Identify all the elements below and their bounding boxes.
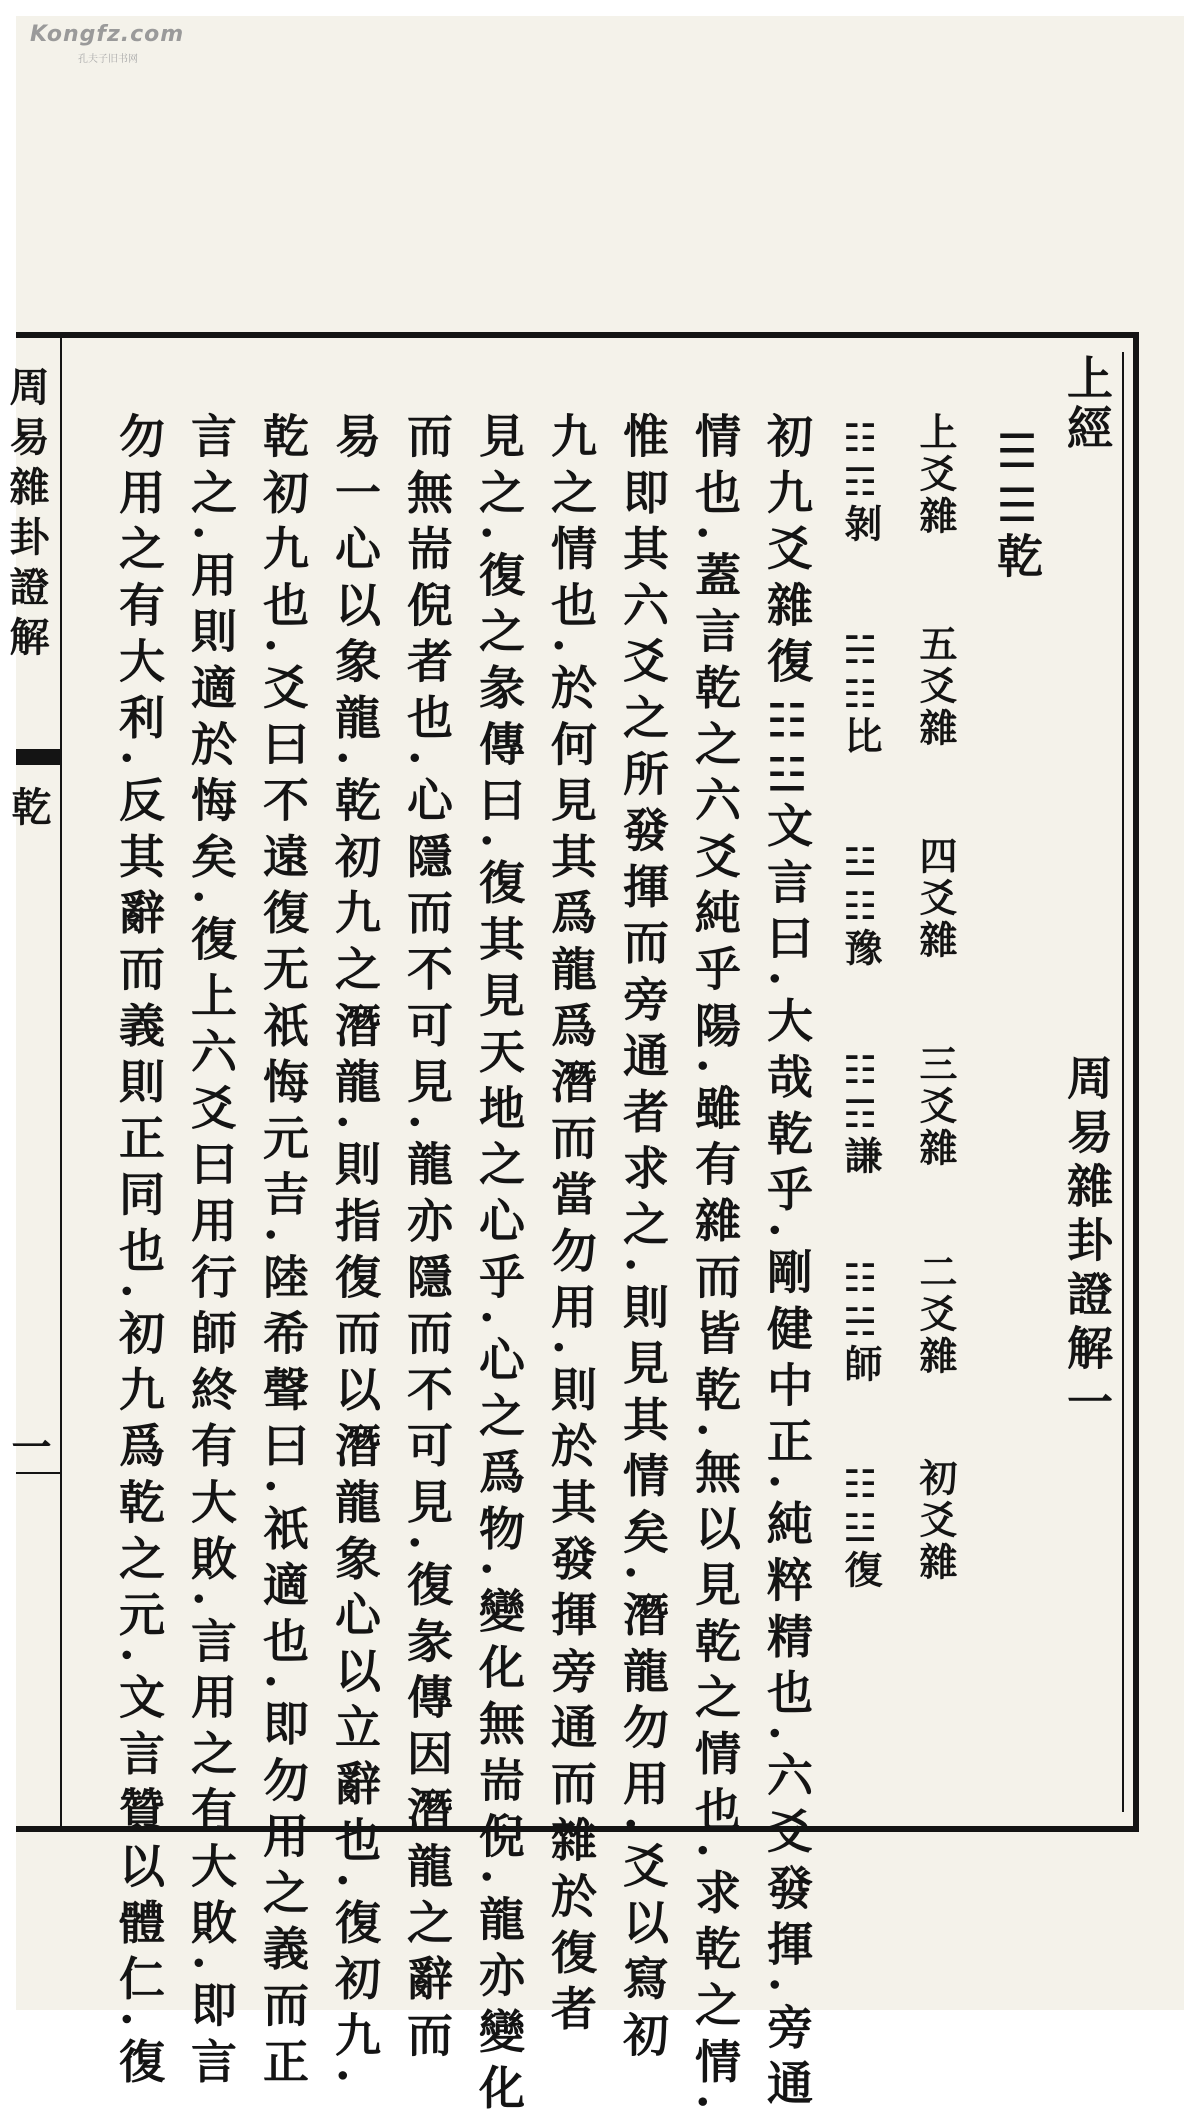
- section-heading: 上經: [1060, 354, 1114, 454]
- fore-edge-page-number: 一: [5, 1426, 52, 1466]
- entry-label-chu: 初爻雜: [913, 1458, 958, 1584]
- fu-inline-hexagram-icon: ☷☳: [760, 693, 814, 802]
- body-line-first: [760, 412, 814, 2116]
- main-hexagram-name: 乾: [990, 532, 1044, 578]
- qian-humble-hexagram-icon: ☷☶: [838, 1048, 882, 1136]
- hexagram-name-bi: 比: [838, 716, 883, 758]
- book-page: [3, 16, 1184, 2120]
- fore-edge-title: 周易雜卦證解: [3, 366, 50, 666]
- entry-label-san: 三爻雜: [913, 1044, 958, 1170]
- body-line: 九之情也.於何見其爲龍爲潛而當勿用.則於其發揮旁通而雜於復者: [544, 412, 598, 2042]
- bi-hexagram-icon: ☵☷: [838, 628, 882, 716]
- fore-edge-page-rule: [16, 1472, 60, 1474]
- hexagram-name-qian: 謙: [838, 1136, 883, 1178]
- hexagram-name-shi: 師: [838, 1344, 883, 1386]
- fore-edge-fishtail: [16, 749, 60, 765]
- qian-hexagram-icon: ☰☰: [990, 424, 1044, 532]
- yu-hexagram-icon: ☳☷: [838, 840, 882, 928]
- body-line: 情也.蓋言乾之六爻純乎陽.雖有雜而皆乾.無以見乾之情也.求乾之情.: [688, 412, 742, 2120]
- first-line-text-after: 文言曰.大哉乾乎.剛健中正.純粹精也.六爻發揮.旁通: [760, 801, 814, 2116]
- body-line: 乾初九也.爻曰不遠復无祇悔元吉.陸希聲曰.祇適也.即勿用之義而正: [256, 412, 310, 2094]
- entry-label-si: 四爻雜: [913, 836, 958, 962]
- body-line: 見之.復之彖傳曰.復其見天地之心乎.心之爲物.變化無耑倪.龍亦變化: [472, 412, 526, 2120]
- entry-hexagram-qian: [838, 1048, 883, 1178]
- entry-hexagram-shi: [838, 1256, 883, 1386]
- fore-edge-rule: [60, 338, 62, 1826]
- book-title: 周易雜卦證解一: [1060, 1054, 1114, 1432]
- entry-label-er: 二爻雜: [913, 1252, 958, 1378]
- body-line: 而無耑倪者也.心隱而不可見.龍亦隱而不可見.復彖傳因潛龍之辭而: [400, 412, 454, 2068]
- entry-hexagram-bo: [838, 416, 883, 546]
- entry-label-wu: 五爻雜: [913, 624, 958, 750]
- hexagram-name-yu: 豫: [838, 928, 883, 970]
- watermark-caption: 孔夫子旧书网: [78, 54, 138, 65]
- fu-hexagram-icon: ☷☳: [838, 1462, 882, 1550]
- first-line-text-before: 初九爻雜復: [760, 412, 814, 694]
- entry-label-shang: 上爻雜: [913, 412, 958, 538]
- hexagram-name-fu: 復: [838, 1550, 883, 1592]
- watermark-logo: Kongfz.com: [30, 22, 185, 47]
- shi-hexagram-icon: ☷☵: [838, 1256, 882, 1344]
- fore-edge-chapter: 乾: [5, 786, 52, 826]
- bo-hexagram-icon: ☷☶: [838, 416, 882, 504]
- frame-right-inner-border: [1122, 352, 1124, 1812]
- frame-right-border: [1133, 332, 1139, 1832]
- body-line: 言之.用則適於悔矣.復上六爻曰用行師終有大敗.言用之有大敗.即言: [184, 412, 238, 2094]
- entry-hexagram-bi: [838, 628, 883, 758]
- entry-hexagram-fu: [838, 1462, 883, 1592]
- hexagram-name-bo: 剝: [838, 504, 883, 546]
- frame-top-border: [16, 332, 1139, 338]
- body-line: 惟即其六爻之所發揮而旁通者求之.則見其情矣.潛龍勿用.爻以寫初: [616, 412, 670, 2068]
- body-line: 易一心以象龍.乾初九之潛龍.則指復而以潛龍象心以立辭也.復初九.: [328, 412, 382, 2094]
- entry-hexagram-yu: [838, 840, 883, 970]
- body-line: 勿用之有大利.反其辭而義則正同也.初九爲乾之元.文言贊以體仁.復: [112, 412, 166, 2094]
- main-hexagram: [990, 424, 1044, 578]
